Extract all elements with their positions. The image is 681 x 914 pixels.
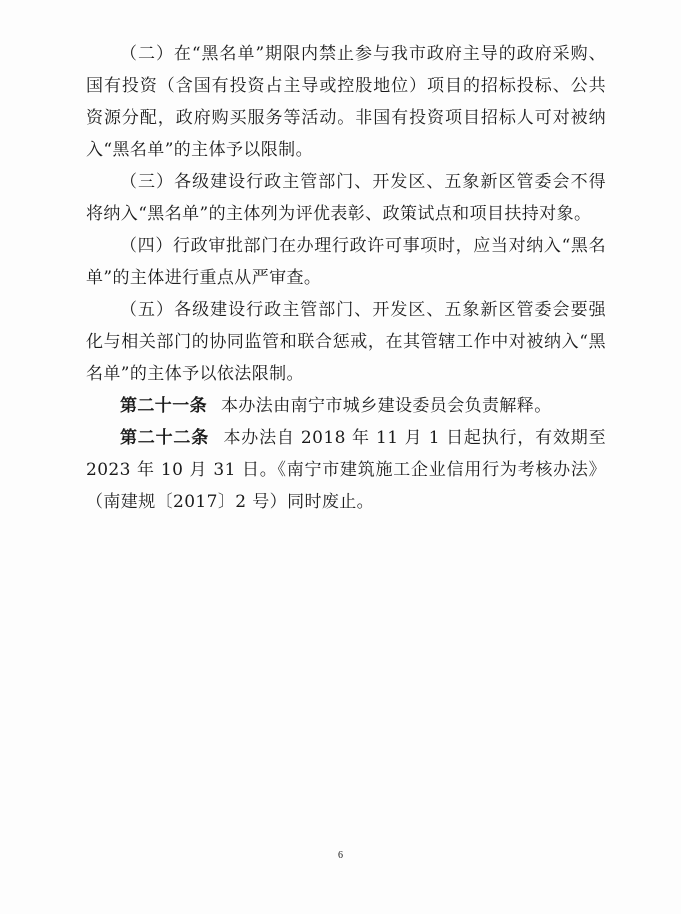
paragraph-text: （二）在“黑名单”期限内禁止参与我市政府主导的政府采购、国有投资（含国有投资占主导或控股地位）项目的招标投标、公共资源分配，政府购买服务等活动。非国有投资项目招标人可对被纳入“黑名单”的主体予以限制。 <box>86 44 606 160</box>
article-label: 第二十一条 <box>120 396 207 416</box>
article-text: 本办法由南宁市城乡建设委员会负责解释。 <box>221 396 552 416</box>
page-number: 6 <box>338 850 343 861</box>
article-22 <box>86 422 606 518</box>
paragraph-text: （五）各级建设行政主管部门、开发区、五象新区管委会要强化与相关部门的协同监管和联合惩戒，在其管辖工作中对被纳入“黑名单”的主体予以依法限制。 <box>86 300 606 384</box>
article-label: 第二十二条 <box>120 428 210 448</box>
paragraph-text: （三）各级建设行政主管部门、开发区、五象新区管委会不得将纳入“黑名单”的主体列为评优表彰、政策试点和项目扶持对象。 <box>86 172 606 224</box>
document-body <box>86 38 606 518</box>
paragraph-item-4 <box>86 230 606 294</box>
article-text: 本办法自 2018 年 11 月 1 日起执行，有效期至 2023 年 10 月 31 日。《南宁市建筑施工企业信用行为考核办法》（南建规〔2017〕2 号）同时废止。 <box>86 428 607 512</box>
paragraph-item-2 <box>86 38 606 166</box>
paragraph-item-3 <box>86 166 606 230</box>
article-21 <box>86 390 606 422</box>
paragraph-text: （四）行政审批部门在办理行政许可事项时，应当对纳入“黑名单”的主体进行重点从严审查。 <box>86 236 606 288</box>
paragraph-item-5 <box>86 294 606 390</box>
